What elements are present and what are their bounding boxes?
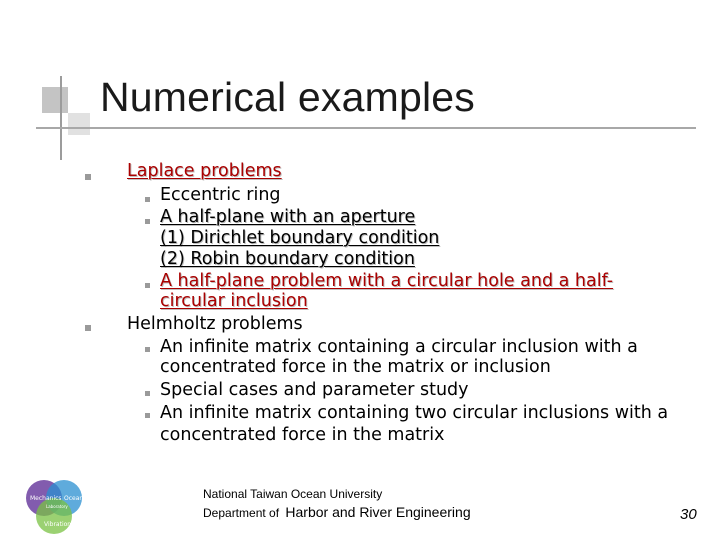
corner-block-light bbox=[68, 113, 90, 135]
slide-title: Numerical examples bbox=[100, 74, 476, 120]
lab-logo bbox=[22, 474, 86, 538]
item-infinite-matrix-one: An infinite matrix containing a circular inclusion with a bbox=[160, 337, 638, 357]
logo-text-right: Ocean bbox=[64, 495, 84, 502]
item-half-plane-hole-cont[interactable]: circular inclusion bbox=[160, 291, 308, 311]
sub-bullet-marker bbox=[145, 413, 150, 418]
logo-text-center: Laboratory bbox=[46, 504, 68, 509]
item-infinite-matrix-one-cont: concentrated force in the matrix or inclusion bbox=[160, 357, 551, 377]
title-vertical-line bbox=[60, 76, 62, 160]
page-number: 30 bbox=[680, 506, 697, 523]
title-horizontal-line bbox=[36, 127, 696, 129]
sub-bullet-marker bbox=[145, 283, 150, 288]
item-robin[interactable]: (2) Robin boundary condition bbox=[160, 249, 415, 269]
logo-text-bottom: Vibration bbox=[44, 521, 72, 528]
item-half-plane-hole[interactable]: A half-plane problem with a circular hole and a half- bbox=[160, 271, 614, 291]
sub-bullet-marker bbox=[145, 391, 150, 396]
logo-text-left: Mechanics bbox=[30, 495, 62, 502]
sub-bullet-marker bbox=[145, 347, 150, 352]
item-dirichlet[interactable]: (1) Dirichlet boundary condition bbox=[160, 228, 440, 248]
item-special-cases: Special cases and parameter study bbox=[160, 380, 469, 400]
bullet-marker bbox=[85, 174, 91, 180]
footer-dept-prefix: Department of bbox=[203, 506, 280, 520]
item-infinite-matrix-two-cont: concentrated force in the matrix bbox=[160, 425, 445, 445]
bullet-marker bbox=[85, 325, 91, 331]
item-half-plane-aperture[interactable]: A half-plane with an aperture bbox=[160, 207, 416, 227]
item-helmholtz-problems: Helmholtz problems bbox=[127, 314, 303, 334]
footer-department bbox=[203, 504, 471, 520]
corner-block-dark bbox=[42, 87, 68, 113]
footer-dept-name: Harbor and River Engineering bbox=[285, 504, 471, 520]
footer-university: National Taiwan Ocean University bbox=[203, 487, 383, 501]
sub-bullet-marker bbox=[145, 197, 150, 202]
item-eccentric-ring: Eccentric ring bbox=[160, 185, 281, 205]
sub-bullet-marker bbox=[145, 219, 150, 224]
item-infinite-matrix-two: An infinite matrix containing two circular inclusions with a bbox=[160, 403, 669, 423]
item-laplace-problems[interactable]: Laplace problems bbox=[127, 161, 282, 181]
